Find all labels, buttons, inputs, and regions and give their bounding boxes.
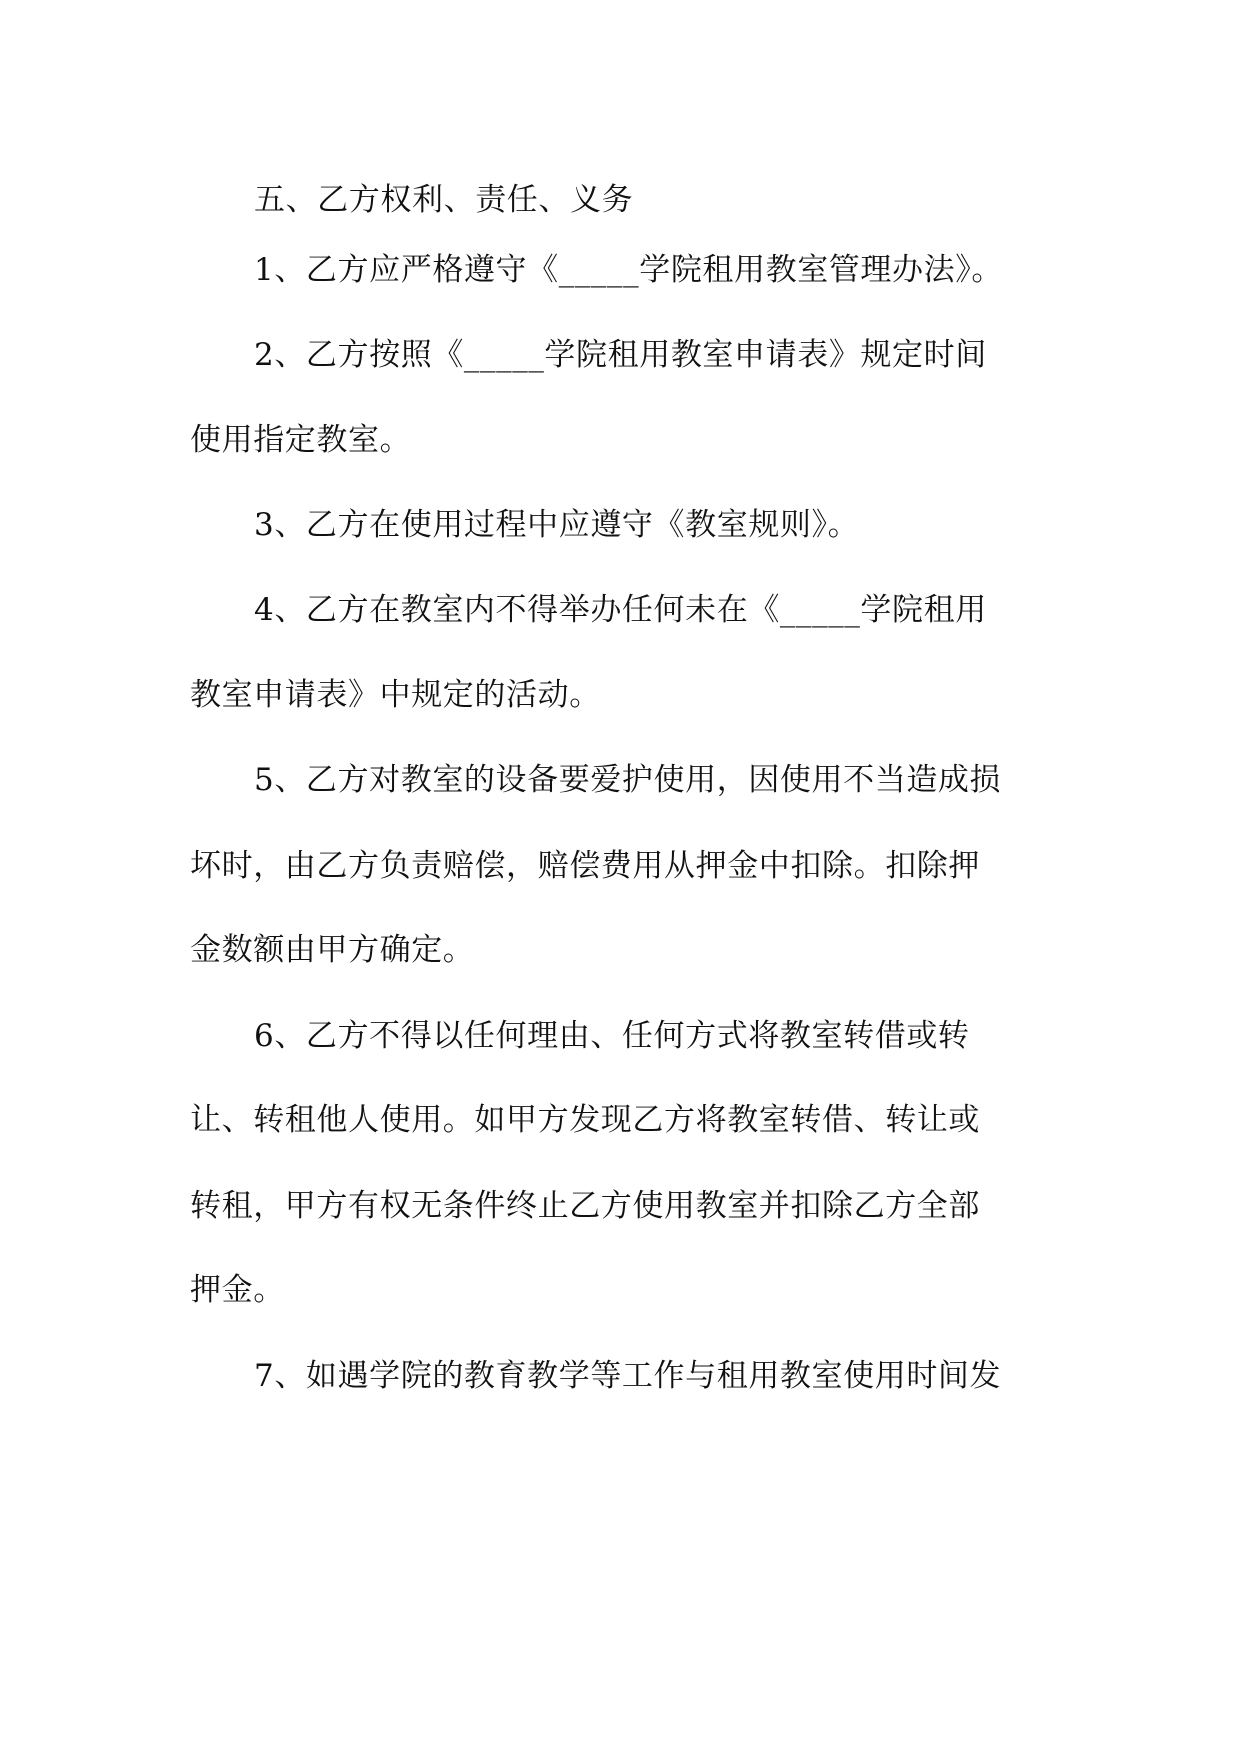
clause-5-line-1: 5、乙方对教室的设备要爱护使用，因使用不当造成损 — [254, 762, 1002, 798]
clause-3-line: 3、乙方在使用过程中应遵守《教室规则》。 — [254, 507, 860, 543]
clause-2-line-2: 使用指定教室。 — [190, 422, 412, 458]
clause-5-line-2: 坏时，由乙方负责赔偿，赔偿费用从押金中扣除。扣除押 — [190, 848, 980, 884]
clause-2-line-1: 2、乙方按照《_____学院租用教室申请表》规定时间 — [254, 337, 987, 373]
clause-1-line: 1、乙方应严格遵守《_____学院租用教室管理办法》。 — [254, 252, 1003, 288]
clause-4-line-1: 4、乙方在教室内不得举办任何未在《_____学院租用 — [254, 592, 987, 628]
clause-4-line-2: 教室申请表》中规定的活动。 — [190, 677, 601, 713]
clause-6-line-1: 6、乙方不得以任何理由、任何方式将教室转借或转 — [254, 1018, 970, 1054]
clause-6-line-2: 让、转租他人使用。如甲方发现乙方将教室转借、转让或 — [190, 1102, 980, 1138]
section-heading: 五、乙方权利、责任、义务 — [254, 182, 634, 218]
clause-6-line-4: 押金。 — [190, 1272, 285, 1308]
clause-6-line-3: 转租，甲方有权无条件终止乙方使用教室并扣除乙方全部 — [190, 1188, 980, 1224]
clause-7-line-1: 7、如遇学院的教育教学等工作与租用教室使用时间发 — [254, 1358, 1002, 1394]
clause-5-line-3: 金数额由甲方确定。 — [190, 932, 475, 968]
